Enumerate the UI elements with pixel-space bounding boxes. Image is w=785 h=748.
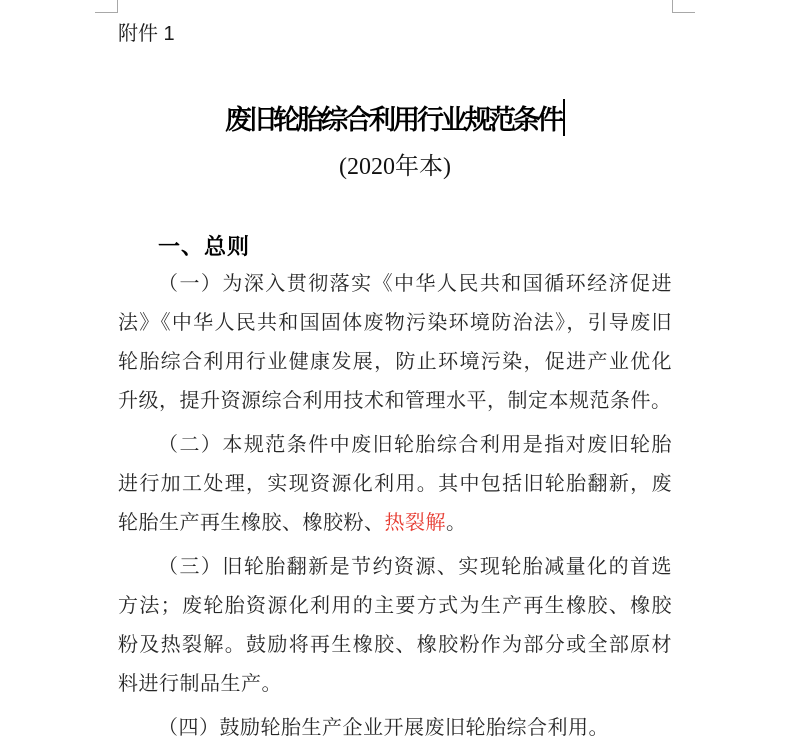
text-line[interactable] [118, 343, 672, 382]
text-segment: 料进行制品生产。 [118, 673, 282, 695]
text-segment: 轮胎综合利用行业健康发展，防止环境污染，促进产业优化 [118, 351, 672, 373]
text-line[interactable] [118, 587, 672, 626]
text-segment: （四）鼓励轮胎生产企业开展废旧轮胎综合利用。 [158, 717, 609, 739]
text-line[interactable] [118, 382, 672, 421]
text-line[interactable] [118, 504, 672, 543]
text-cursor [563, 99, 565, 136]
text-line[interactable] [118, 665, 672, 704]
text-line[interactable] [118, 548, 672, 587]
text-line[interactable] [118, 626, 672, 665]
text-segment: （二）本规范条件中废旧轮胎综合利用是指对废旧轮胎 [158, 434, 672, 456]
document-title-text: 废旧轮胎综合利用行业规范条件 [225, 105, 561, 135]
text-segment: 。 [446, 512, 467, 534]
paragraph[interactable] [118, 548, 672, 704]
text-line[interactable] [118, 709, 672, 748]
text-segment: 进行加工处理，实现资源化利用。其中包括旧轮胎翻新，废 [118, 473, 672, 495]
text-line[interactable] [118, 265, 672, 304]
paragraph[interactable] [118, 265, 672, 421]
text-line[interactable] [118, 304, 672, 343]
text-segment: 法》《中华人民共和国固体废物污染环境防治法》，引导废旧 [118, 312, 672, 334]
text-segment: （三）旧轮胎翻新是节约资源、实现轮胎减量化的首选 [158, 556, 672, 578]
text-line[interactable] [118, 465, 672, 504]
text-segment: 粉及热裂解。鼓励将再生橡胶、橡胶粉作为部分或全部原材 [118, 634, 672, 656]
text-segment: 方法；废轮胎资源化利用的主要方式为生产再生橡胶、橡胶 [118, 595, 672, 617]
document-title[interactable] [118, 99, 672, 137]
margin-mark-top-right-horizontal [672, 12, 695, 13]
text-segment: （一）为深入贯彻落实《中华人民共和国循环经济促进 [158, 273, 672, 295]
attachment-label[interactable]: 附件 1 [118, 23, 175, 45]
text-segment: 升级，提升资源综合利用技术和管理水平，制定本规范条件。 [118, 390, 672, 412]
text-line[interactable] [118, 426, 672, 465]
paragraph[interactable] [118, 426, 672, 543]
paragraph[interactable] [118, 709, 672, 748]
highlighted-red-text: 热裂解 [384, 512, 446, 534]
edition-line[interactable]: (2020年本) [339, 154, 451, 180]
text-area[interactable] [118, 0, 672, 748]
section-heading[interactable]: 一、总则 [158, 234, 251, 259]
text-segment: 轮胎生产再生橡胶、橡胶粉、 [118, 512, 385, 534]
document-body[interactable] [118, 265, 672, 748]
margin-mark-top-left-horizontal [95, 12, 118, 13]
